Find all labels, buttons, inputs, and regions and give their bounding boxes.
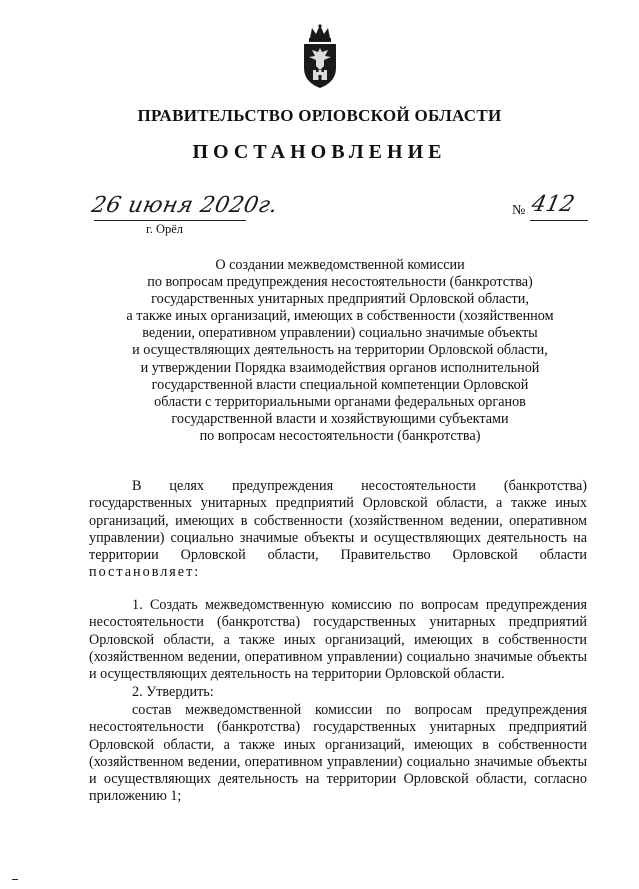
subject-line: по вопросам несостоятельности (банкротства) <box>199 427 481 444</box>
handwritten-number: 412 <box>529 192 577 217</box>
subject-line: государственных унитарных предприятий Орловской области, <box>151 291 529 308</box>
clause-2-heading: 2. Утвердить: <box>132 684 214 700</box>
subject-line: по вопросам предупреждения несостоятельности (банкротства) <box>147 274 533 291</box>
document-type-title: ПОСТАНОВЛЕНИЕ <box>192 141 447 163</box>
number-label: № <box>512 203 526 218</box>
subject-line: и осуществляющих деятельность на территории Орловской области, <box>132 342 548 359</box>
handwritten-date: 26 июня 2020г. <box>89 193 281 218</box>
subject-line: государственной власти и хозяйствующими субъектами <box>171 410 509 427</box>
subject-line: государственной власти специальной компетенции Орловской <box>151 376 529 393</box>
subject-line: и утверждении Порядка взаимодействия органов исполнительной <box>140 359 540 376</box>
preamble-action: постановляет: <box>89 564 201 581</box>
document-subject <box>100 257 580 445</box>
orel-region-coat-of-arms-icon <box>298 24 342 90</box>
city-label: г. Орёл <box>146 222 184 236</box>
subject-line: области с территориальными органами федеральных органов <box>154 393 526 410</box>
government-title: ПРАВИТЕЛЬСТВО ОРЛОВСКОЙ ОБЛАСТИ <box>137 106 502 125</box>
preamble-paragraph <box>89 478 587 582</box>
clause-2-paragraph: состав межведомственной комиссии по вопросам предупреждения несостоятельности (банкротства) государственных унитарных предприятий Орловской области, а также иных организаций, имеющих в собственности (хозяйственном ведении, оперативном управлении) социально значимые объекты и осуществляющих деятельность на территории Орловской области, согласно приложению 1; <box>89 702 587 805</box>
preamble-text: В целях предупреждения несостоятельности (банкротства) государственных унитарных предприятий Орловской области, а также иных организаций, имеющих в собственности (хозяйственном ведении, оперативном управлении) социально значимые объекты и осуществляющих деятельность на территории Орловской области, Правительство Орловской области <box>89 478 587 564</box>
page-corner-mark <box>12 879 18 880</box>
subject-line: О создании межведомственной комиссии <box>215 257 465 273</box>
subject-line: ведении, оперативном управлении) социально значимые объекты <box>142 325 538 342</box>
subject-line: а также иных организаций, имеющих в собственности (хозяйственном <box>126 308 554 325</box>
clause-1-paragraph: 1. Создать межведомственную комиссию по вопросам предупреждения несостоятельности (банкротства) государственных унитарных предприятий Орловской области, а также иных организаций, имеющих в собственности (хозяйственном ведении, оперативном управлении) социально значимые объекты и осуществляющих деятельность на территории Орловской области. <box>89 597 587 683</box>
